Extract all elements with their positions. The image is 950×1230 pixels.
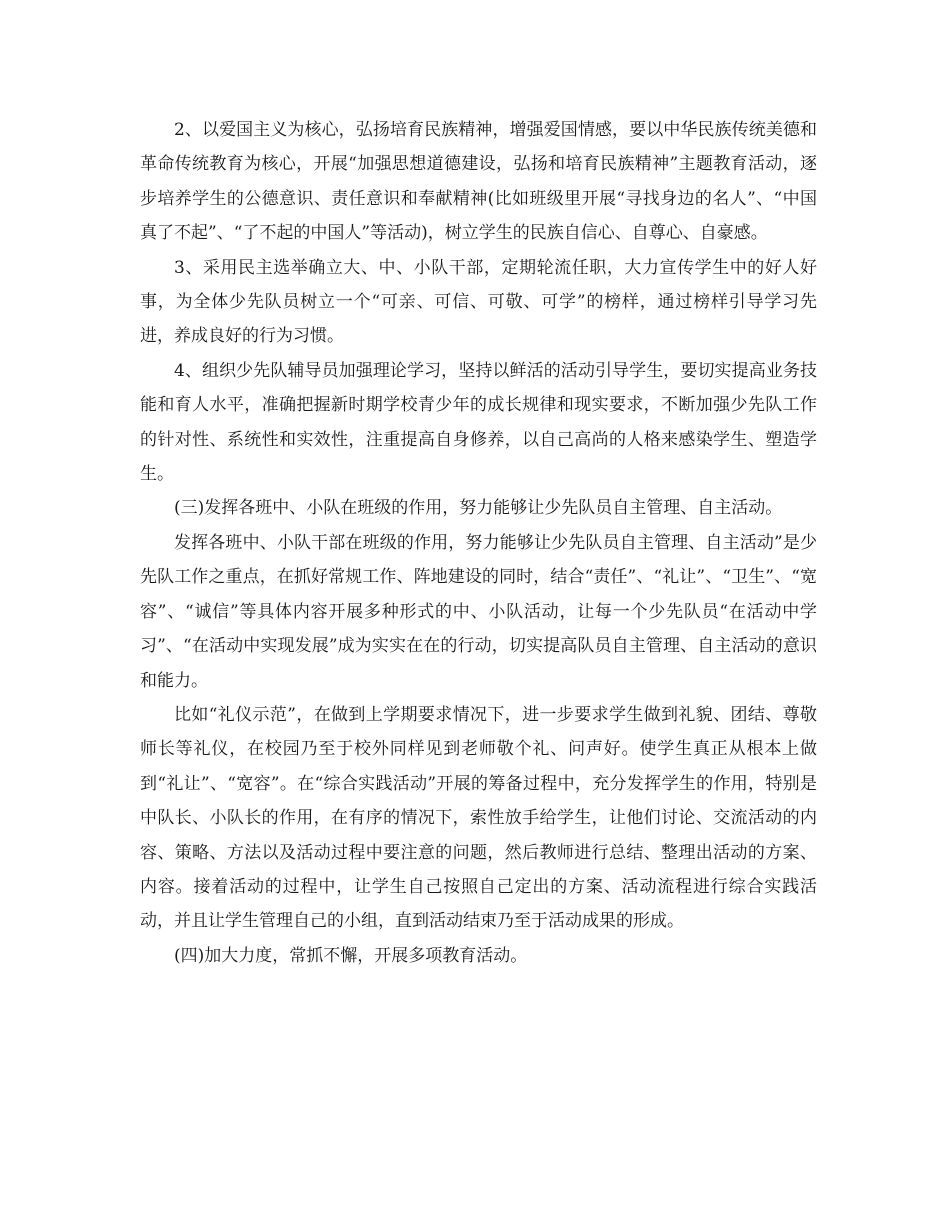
section-heading-4: (四)加大力度，常抓不懈，开展多项教育活动。 [174,945,528,966]
section-heading-3: (三)发挥各班中、小队在班级的作用，努力能够让少先队员自主管理、自主活动。 [174,498,783,519]
paragraph-section-3-body: 发挥各班中、小队干部在班级的作用，努力能够让少先队员自主管理、自主活动”是少先队工作之重点，在抓好常规工作、阵地建设的同时，结合“责任”、“礼让”、“卫生”、“宽容”、“诚信”等具体内容开展多种形式的中、小队活动，让每一个少先队员“在活动中学习”、“在活动中实现发展”成为实实在在的行动，切实提高队员自主管理、自主活动的意识和能力。 [140,532,817,691]
paragraph-item-3: 3、采用民主选举确立大、中、小队干部，定期轮流任职，大力宣传学生中的好人好事，为全体少先队员树立一个“可亲、可信、可敬、可学”的榜样，通过榜样引导学习先进，养成良好的行为习惯。 [140,257,817,347]
paragraph-item-2: 2、以爱国主义为核心，弘扬培育民族精神，增强爱国情感，要以中华民族传统美德和革命传统教育为核心，开展“加强思想道德建设，弘扬和培育民族精神”主题教育活动，逐步培养学生的公德意识、责任意识和奉献精神(比如班级里开展“寻找身边的名人”、“中国真了不起”、“了不起的中国人”等活动)，树立学生的民族自信心、自尊心、自豪感。 [140,120,817,244]
document-body [140,113,817,973]
paragraph-etiquette-example: 比如“礼仪示范”，在做到上学期要求情况下，进一步要求学生做到礼貌、团结、尊敬师长等礼仪，在校园乃至于校外同样见到老师敬个礼、问声好。使学生真正从根本上做到“礼让”、“宽容”。在“综合实践活动”开展的筹备过程中，充分发挥学生的作用，特别是中队长、小队长的作用，在有序的情况下，索性放手给学生，让他们讨论、交流活动的内容、策略、方法以及活动过程中要注意的问题，然后教师进行总结、整理出活动的方案、内容。接着活动的过程中，让学生自己按照自己定出的方案、活动流程进行综合实践活动，并且让学生管理自己的小组，直到活动结束乃至于活动成果的形成。 [140,704,817,932]
paragraph-item-4: 4、组织少先队辅导员加强理论学习，坚持以鲜活的活动引导学生，要切实提高业务技能和育人水平，准确把握新时期学校青少年的成长规律和现实要求，不断加强少先队工作的针对性、系统性和实效性，注重提高自身修养，以自己高尚的人格来感染学生、塑造学生。 [140,360,817,485]
